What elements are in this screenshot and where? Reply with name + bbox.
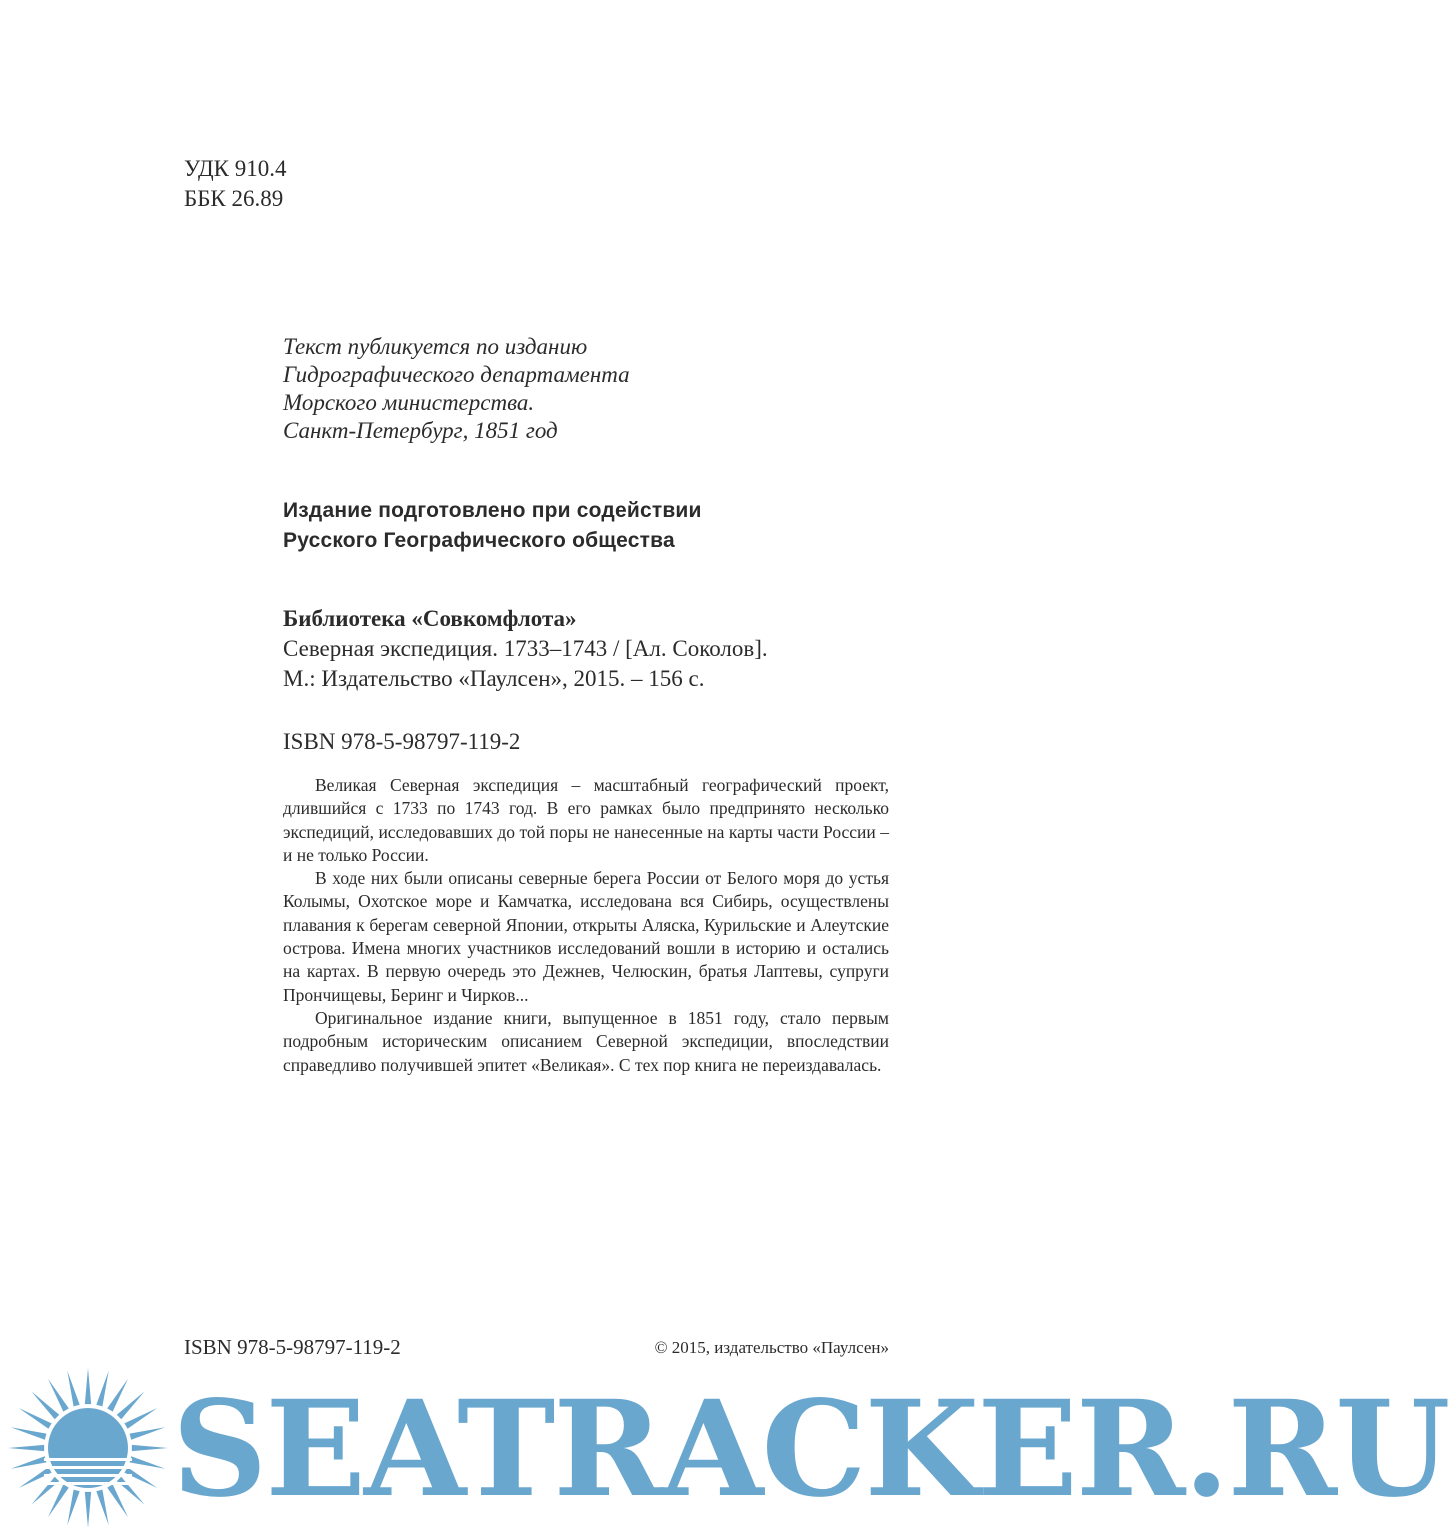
source-line: Гидрографического департамента (283, 362, 630, 387)
sun-icon (4, 1366, 172, 1516)
support-note (283, 496, 702, 556)
sun-ray (67, 1490, 79, 1526)
udk-code: УДК 910.4 (184, 156, 287, 181)
series-title: Библиотека «Совкомфлота» (283, 606, 577, 631)
sun-ray (85, 1492, 91, 1527)
sun-ray (85, 1368, 91, 1404)
watermark-text: SEATRACKER.RU (172, 1372, 1448, 1527)
source-line: Санкт-Петербург, 1851 год (283, 418, 558, 443)
sun-ray (130, 1427, 166, 1439)
sun-ray (19, 1408, 52, 1429)
sun-ray (8, 1445, 44, 1451)
sun-ray (67, 1371, 79, 1407)
sun-ray (11, 1427, 47, 1439)
sun-ray (11, 1456, 47, 1468)
sun-ray (132, 1445, 168, 1451)
annotation-paragraph: Великая Северная экспедиция – масштабный географический проект, длившийся с 1733 по 1743 год. В его рамках было предпринято несколько экспедиций, исследовавших до той поры не нанесенные на карты части России – и не только России. (283, 775, 889, 865)
source-line: Морского министерства. (283, 390, 535, 415)
sun-ray (31, 1477, 59, 1505)
bibliographic-record (283, 604, 768, 694)
support-line: Издание подготовлено при содействии (283, 499, 702, 522)
sun-ray (31, 1391, 59, 1419)
sun-ray (107, 1379, 128, 1412)
sun-ray (107, 1484, 128, 1517)
source-line: Текст публикуется по изданию (283, 334, 588, 359)
bbk-code: ББК 26.89 (184, 186, 284, 211)
classification-codes (184, 154, 287, 214)
sun-ray (48, 1379, 69, 1412)
sun-ray (124, 1408, 157, 1429)
book-title-line: Северная экспедиция. 1733–1743 / [Ал. Соколов]. (283, 636, 768, 661)
copyright-notice: © 2015, издательство «Паулсен» (654, 1338, 889, 1357)
sun-ray (130, 1456, 166, 1468)
annotation-paragraph: В ходе них были описаны северные берега России от Белого моря до устья Колымы, Охотское море и Камчатка, исследована вся Сибирь, осуществлены плавания к берегам северной Японии, открыты Аляска, Курильские и Алеутские острова. Имена многих участников исследований вошли в историю и остались на картах. В первую очередь это Дежнев, Челюскин, братья Лаптевы, супруги Прончищевы, Беринг и Чирков... (283, 868, 889, 1005)
imprint-line: М.: Издательство «Паулсен», 2015. – 156 с. (283, 666, 705, 691)
sun-ray (117, 1391, 145, 1419)
footer-isbn: ISBN 978-5-98797-119-2 (184, 1335, 401, 1359)
sun-ray (48, 1484, 69, 1517)
sun-ray (96, 1371, 108, 1407)
support-line: Русского Географического общества (283, 529, 675, 552)
sun-ray (117, 1477, 145, 1505)
annotation (283, 774, 889, 1077)
source-note (283, 333, 630, 445)
annotation-paragraph: Оригинальное издание книги, выпущенное в 1851 году, стало первым подробным историческим описанием Северной экспедиции, впоследствии справедливо получившей эпитет «Великая». С тех пор книга не переиздавалась. (283, 1007, 889, 1075)
isbn: ISBN 978-5-98797-119-2 (283, 729, 521, 754)
sun-ray (96, 1490, 108, 1526)
